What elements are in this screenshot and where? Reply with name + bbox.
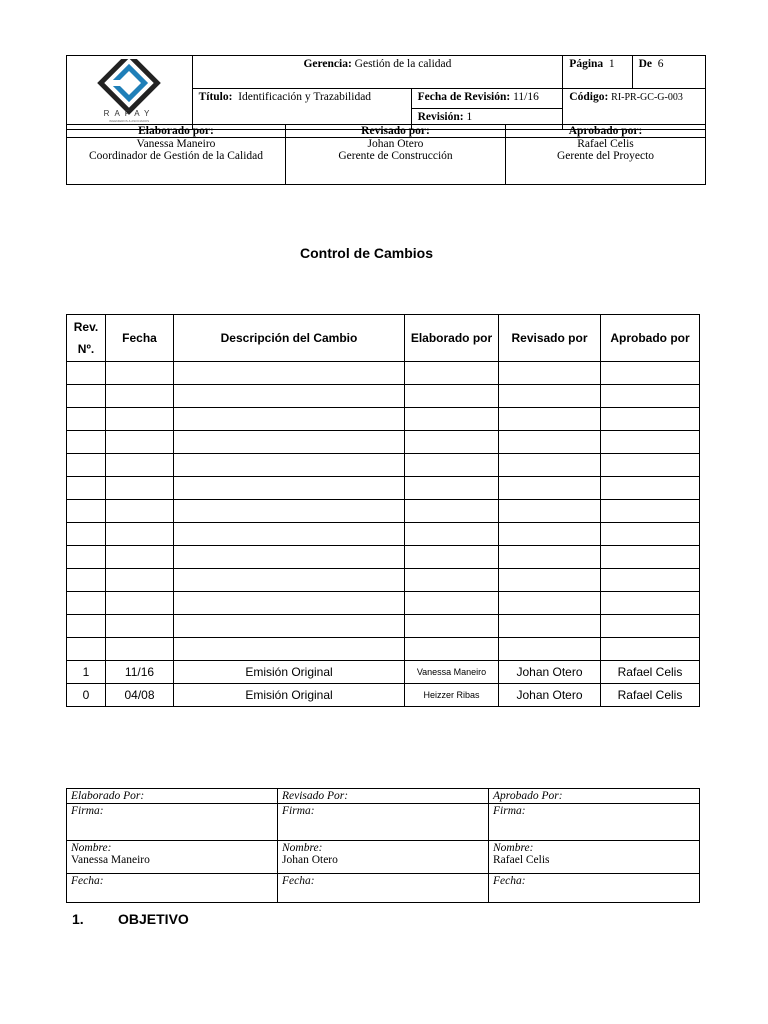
table-cell-rev: 0	[67, 684, 106, 707]
table-cell-elaborado	[405, 385, 499, 408]
table-cell-desc	[174, 431, 405, 454]
sig-aprobado-label: Aprobado Por:	[489, 789, 700, 804]
table-cell-desc	[174, 523, 405, 546]
table-cell-fecha	[106, 408, 174, 431]
table-cell-aprobado	[601, 362, 700, 385]
table-cell-elaborado	[405, 592, 499, 615]
signatures-table	[66, 788, 700, 903]
section-number: 1.	[72, 911, 84, 927]
table-cell-revisado	[499, 569, 601, 592]
table-cell-elaborado: Heizzer Ribas	[405, 684, 499, 707]
col-descripcion: Descripción del Cambio	[174, 315, 405, 362]
sig-revisado-fecha: Fecha:	[278, 874, 489, 903]
table-row	[67, 385, 700, 408]
table-cell-elaborado	[405, 523, 499, 546]
table-cell-rev	[67, 592, 106, 615]
table-row	[67, 661, 700, 684]
table-cell-aprobado	[601, 546, 700, 569]
section-heading	[72, 911, 189, 927]
roles-table	[66, 124, 706, 185]
table-cell-elaborado	[405, 569, 499, 592]
table-cell-fecha	[106, 592, 174, 615]
table-cell-fecha	[106, 615, 174, 638]
table-cell-aprobado	[601, 592, 700, 615]
table-cell-rev	[67, 431, 106, 454]
table-cell-fecha	[106, 362, 174, 385]
changes-title: Control de Cambios	[299, 245, 433, 261]
table-cell-elaborado	[405, 431, 499, 454]
section-title: OBJETIVO	[118, 911, 189, 927]
table-cell-elaborado	[405, 500, 499, 523]
table-row	[67, 500, 700, 523]
de-cell: De 6	[632, 56, 705, 89]
table-cell-rev	[67, 454, 106, 477]
table-cell-desc	[174, 638, 405, 661]
table-cell-aprobado	[601, 500, 700, 523]
table-cell-rev	[67, 385, 106, 408]
sig-revisado-firma: Firma:	[278, 804, 489, 841]
table-cell-desc	[174, 500, 405, 523]
changes-header-row	[67, 315, 700, 362]
table-cell-fecha	[106, 500, 174, 523]
aprobado-info: Rafael Celis Gerente del Proyecto	[506, 138, 706, 185]
sig-aprobado-firma: Firma:	[489, 804, 700, 841]
titulo-cell: Título: Identificación y Trazabilidad	[192, 89, 411, 130]
table-cell-fecha	[106, 385, 174, 408]
elaborado-info: Vanessa Maneiro Coordinador de Gestión de la Calidad	[67, 138, 286, 185]
table-cell-aprobado	[601, 477, 700, 500]
table-row	[67, 408, 700, 431]
table-cell-revisado	[499, 454, 601, 477]
table-row	[67, 569, 700, 592]
table-row	[67, 431, 700, 454]
col-revisado: Revisado por	[499, 315, 601, 362]
table-cell-elaborado	[405, 408, 499, 431]
elaborado-header: Elaborado por:	[67, 125, 286, 138]
table-cell-aprobado	[601, 385, 700, 408]
table-row	[67, 638, 700, 661]
aprobado-header: Aprobado por:	[506, 125, 706, 138]
fecha-revision-cell: Fecha de Revisión: 11/16	[411, 89, 563, 109]
table-cell-desc	[174, 362, 405, 385]
svg-text:RAFAY: RAFAY	[103, 109, 155, 118]
table-cell-rev	[67, 408, 106, 431]
table-row	[67, 592, 700, 615]
gerencia-cell: Gerencia: Gestión de la calidad	[192, 56, 563, 89]
table-cell-fecha	[106, 431, 174, 454]
table-cell-elaborado	[405, 638, 499, 661]
table-cell-rev	[67, 362, 106, 385]
table-row	[67, 523, 700, 546]
pagina-cell: Página 1	[563, 56, 632, 89]
table-cell-aprobado	[601, 638, 700, 661]
rafay-logo-icon	[89, 59, 169, 123]
table-cell-aprobado	[601, 454, 700, 477]
sig-revisado-nombre: Nombre: Johan Otero	[278, 841, 489, 874]
table-cell-fecha	[106, 638, 174, 661]
revision-cell: Revisión: 1	[411, 109, 563, 130]
company-logo	[67, 56, 193, 130]
sig-aprobado-nombre: Nombre: Rafael Celis	[489, 841, 700, 874]
table-cell-desc	[174, 546, 405, 569]
table-cell-revisado	[499, 523, 601, 546]
table-cell-elaborado	[405, 454, 499, 477]
table-cell-revisado	[499, 431, 601, 454]
table-cell-desc: Emisión Original	[174, 661, 405, 684]
changes-table	[66, 314, 700, 707]
table-cell-revisado	[499, 592, 601, 615]
table-cell-elaborado	[405, 362, 499, 385]
table-row	[67, 362, 700, 385]
table-cell-rev	[67, 523, 106, 546]
table-cell-aprobado: Rafael Celis	[601, 684, 700, 707]
table-cell-fecha	[106, 523, 174, 546]
sig-elaborado-nombre: Nombre: Vanessa Maneiro	[67, 841, 278, 874]
table-cell-fecha	[106, 569, 174, 592]
table-row	[67, 477, 700, 500]
table-cell-desc	[174, 477, 405, 500]
sig-elaborado-firma: Firma:	[67, 804, 278, 841]
table-cell-rev: 1	[67, 661, 106, 684]
table-cell-aprobado: Rafael Celis	[601, 661, 700, 684]
sig-elaborado-label: Elaborado Por:	[67, 789, 278, 804]
table-cell-desc	[174, 454, 405, 477]
table-cell-aprobado	[601, 569, 700, 592]
document-header	[66, 55, 706, 130]
table-cell-revisado	[499, 546, 601, 569]
table-cell-fecha	[106, 454, 174, 477]
table-cell-elaborado	[405, 477, 499, 500]
table-cell-rev	[67, 546, 106, 569]
sig-aprobado-fecha: Fecha:	[489, 874, 700, 903]
table-row	[67, 684, 700, 707]
col-rev: Rev. Nº.	[67, 315, 106, 362]
table-cell-rev	[67, 477, 106, 500]
table-row	[67, 615, 700, 638]
table-row	[67, 454, 700, 477]
table-cell-revisado	[499, 477, 601, 500]
table-cell-desc	[174, 408, 405, 431]
table-cell-rev	[67, 638, 106, 661]
table-cell-fecha	[106, 477, 174, 500]
table-cell-fecha	[106, 546, 174, 569]
table-cell-revisado	[499, 408, 601, 431]
table-cell-revisado	[499, 638, 601, 661]
table-cell-rev	[67, 569, 106, 592]
table-cell-revisado	[499, 385, 601, 408]
col-elaborado: Elaborado por	[405, 315, 499, 362]
table-cell-desc: Emisión Original	[174, 684, 405, 707]
table-cell-elaborado	[405, 615, 499, 638]
table-cell-revisado: Johan Otero	[499, 684, 601, 707]
table-cell-fecha: 11/16	[106, 661, 174, 684]
table-cell-elaborado: Vanessa Maneiro	[405, 661, 499, 684]
svg-text:INGENIEROS & ASOCIADOS: INGENIEROS & ASOCIADOS	[109, 119, 150, 123]
sig-revisado-label: Revisado Por:	[278, 789, 489, 804]
table-cell-desc	[174, 592, 405, 615]
table-cell-aprobado	[601, 523, 700, 546]
table-cell-rev	[67, 615, 106, 638]
table-cell-revisado	[499, 615, 601, 638]
table-cell-desc	[174, 385, 405, 408]
sig-elaborado-fecha: Fecha:	[67, 874, 278, 903]
table-cell-desc	[174, 615, 405, 638]
table-row	[67, 546, 700, 569]
table-cell-rev	[67, 500, 106, 523]
revisado-info: Johan Otero Gerente de Construcción	[286, 138, 506, 185]
table-cell-fecha: 04/08	[106, 684, 174, 707]
revisado-header: Revisado por:	[286, 125, 506, 138]
table-cell-desc	[174, 569, 405, 592]
table-cell-aprobado	[601, 431, 700, 454]
codigo-cell: Código: RI-PR-GC-G-003	[563, 89, 706, 130]
table-cell-revisado	[499, 500, 601, 523]
table-cell-elaborado	[405, 546, 499, 569]
table-cell-revisado	[499, 362, 601, 385]
table-cell-revisado: Johan Otero	[499, 661, 601, 684]
table-cell-aprobado	[601, 615, 700, 638]
col-fecha: Fecha	[106, 315, 174, 362]
table-cell-aprobado	[601, 408, 700, 431]
col-aprobado: Aprobado por	[601, 315, 700, 362]
